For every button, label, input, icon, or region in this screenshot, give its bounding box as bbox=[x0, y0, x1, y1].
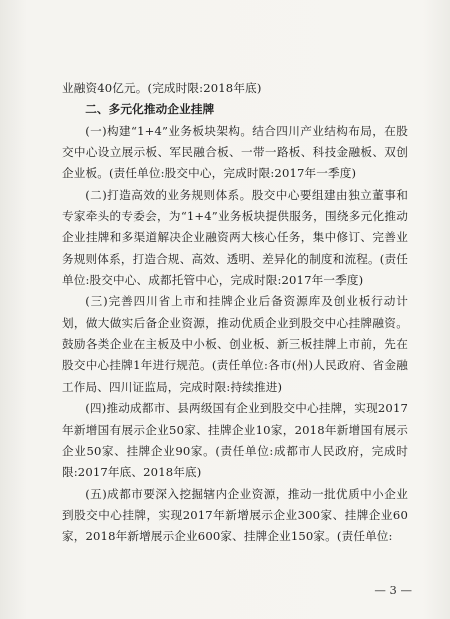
paragraph-item-3: (三)完善四川省上市和挂牌企业后备资源库及创业板行动计划，做大做实后备企业资源，推动优质企业到股交中心挂牌融资。鼓励各类企业在主板及中小板、创业板、新三板挂牌上市前，先在股交中心挂牌1年进行规范。(责任单位:各市(州)人民政府、省金融工作局、四川证监局，完成时限:持续推进) bbox=[62, 294, 408, 394]
paragraph-item-1: (一)构建“1+4”业务板块架构。结合四川产业结构布局，在股交中心设立展示板、军民融合板、一带一路板、科技金融板、双创企业板。(责任单位:股交中心，完成时限:2017年一季度) bbox=[62, 123, 408, 181]
section-heading: 二、多元化推动企业挂牌 bbox=[85, 102, 215, 117]
paragraph-continuation: 业融资40亿元。(完成时限:2018年底) bbox=[62, 81, 262, 95]
document-body bbox=[62, 78, 408, 548]
paragraph-item-5: (五)成都市要深入挖掘辖内企业资源，推动一批优质中小企业到股交中心挂牌，实现2017年新增展示企业300家、挂牌企业60家，2018年新增展示企业600家、挂牌企业150家。(责任单位: bbox=[62, 486, 408, 544]
paragraph-item-4: (四)推动成都市、县两级国有企业到股交中心挂牌，实现2017年新增国有展示企业50家、挂牌企业10家，2018年新增国有展示企业50家、挂牌企业90家。(责任单位:成都市人民政府，完成时限:2017年底、2018年底) bbox=[62, 401, 408, 480]
paragraph-item-2: (二)打造高效的业务规则体系。股交中心要组建由独立董事和专家牵头的专委会，为“1+4”业务板块提供服务，围绕多元化推动企业挂牌和多渠道解决企业融资两大核心任务，集中修订、完善业务规则体系，打造合规、高效、透明、差异化的制度和流程。(责任单位:股交中心、成都托管中心，完成时限:2017年一季度) bbox=[62, 187, 408, 288]
page-number: — 3 — bbox=[374, 583, 412, 597]
